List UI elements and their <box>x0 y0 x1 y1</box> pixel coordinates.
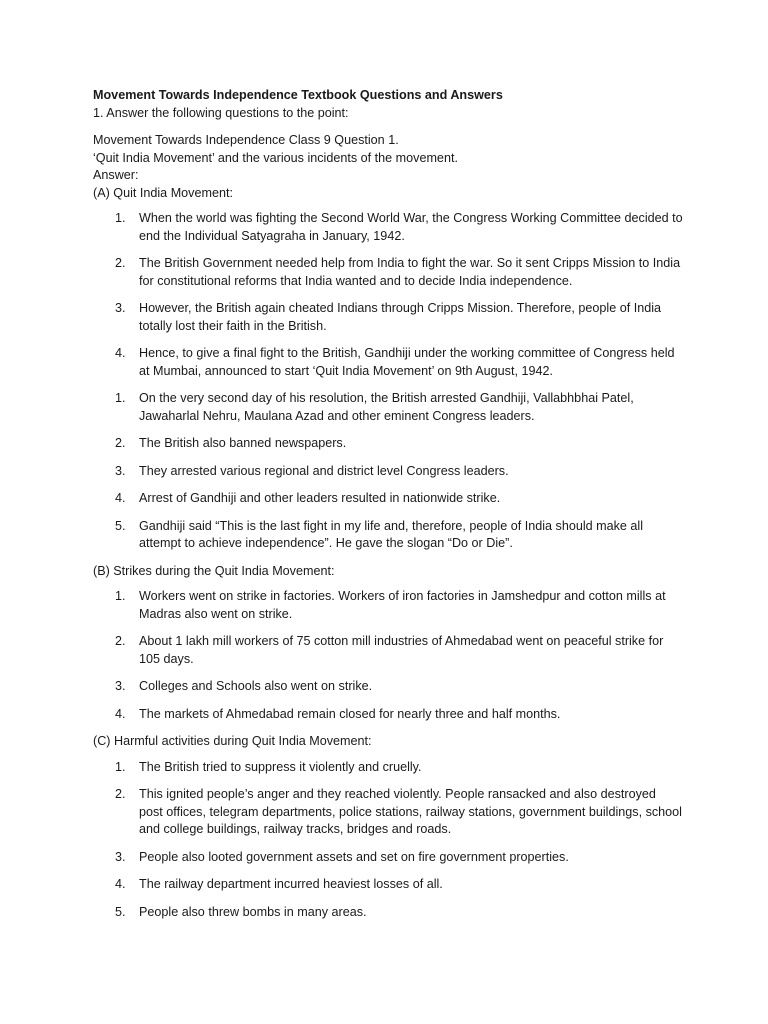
list-item-number: 2. <box>115 787 126 801</box>
list-item-text: About 1 lakh mill workers of 75 cotton mill industries of Ahmedabad went on peaceful strike for 105 days. <box>139 634 664 666</box>
list-item-text: The British tried to suppress it violently and cruelly. <box>139 759 422 774</box>
list-item-text: People also looted government assets and set on fire government properties. <box>139 849 569 864</box>
section-heading: (C) Harmful activities during Quit India Movement: <box>93 734 372 748</box>
list-item-text: Workers went on strike in factories. Workers of iron factories in Jamshedpur and cotton mills at Madras also went on strike. <box>139 589 666 621</box>
list-item-text: The British Government needed help from India to fight the war. So it sent Cripps Mission to India for constitutional reforms that India wanted and to decide India independence. <box>139 256 681 288</box>
document-title: Movement Towards Independence Textbook Questions and Answers <box>93 88 503 102</box>
list-item <box>93 463 683 481</box>
numbered-list <box>93 210 683 553</box>
list-item-number: 5. <box>115 518 126 533</box>
list-item-text: Hence, to give a final fight to the British, Gandhiji under the working committee of Congress held at Mumbai, announced to start ‘Quit India Movement’ on 9th August, 1942. <box>139 346 675 378</box>
list-item-number: 4. <box>115 877 126 891</box>
list-item-text: Colleges and Schools also went on strike. <box>139 679 373 693</box>
list-item-number: 3. <box>115 301 126 315</box>
list-item <box>93 876 683 894</box>
list-item-text: This ignited people’s anger and they reached violently. People ransacked and also destroyed post offices, telegram departments, police stations, railway stations, government buildings, school and college buildings, railway tracks, bridges and roads. <box>139 787 682 836</box>
list-item-text: On the very second day of his resolution, the British arrested Gandhiji, Vallabhbhai Patel, Jawaharlal Nehru, Maulana Azad and other eminent Congress leaders. <box>139 391 634 423</box>
list-item-text: They arrested various regional and district level Congress leaders. <box>139 463 509 478</box>
list-item <box>93 390 683 425</box>
section-heading: (B) Strikes during the Quit India Movement: <box>93 563 335 578</box>
list-item <box>93 904 683 922</box>
list-item-text: The markets of Ahmedabad remain closed for nearly three and half months. <box>139 706 561 721</box>
question-intro: 1. Answer the following questions to the point: <box>93 105 349 120</box>
list-item-number: 1. <box>115 211 126 225</box>
list-item-number: 2. <box>115 634 126 648</box>
list-item <box>93 345 683 380</box>
list-item <box>93 588 683 623</box>
list-item <box>93 633 683 668</box>
list-item <box>93 849 683 867</box>
list-item-text: When the world was fighting the Second World War, the Congress Working Committee decided to end the Individual Satyagraha in January, 1942. <box>139 211 683 243</box>
list-item-text: However, the British again cheated Indians through Cripps Mission. Therefore, people of India totally lost their faith in the British. <box>139 301 662 333</box>
list-item-number: 4. <box>115 346 126 360</box>
list-item-number: 2. <box>115 436 126 450</box>
list-item-number: 3. <box>115 463 126 478</box>
numbered-list <box>93 588 683 723</box>
list-item-text: People also threw bombs in many areas. <box>139 904 367 919</box>
answer-sections <box>93 185 683 922</box>
answer-label: Answer: <box>93 168 139 182</box>
list-item <box>93 706 683 724</box>
list-item-text: The railway department incurred heaviest losses of all. <box>139 877 443 891</box>
list-item <box>93 300 683 335</box>
list-item-number: 1. <box>115 589 126 603</box>
list-item-text: Gandhiji said “This is the last fight in my life and, therefore, people of India should make all attempt to achieve independence”. He gave the slogan “Do or Die”. <box>139 518 644 550</box>
list-item-number: 1. <box>115 391 126 405</box>
question-text: ‘Quit India Movement’ and the various incidents of the movement. <box>93 150 458 165</box>
list-item <box>93 210 683 245</box>
list-item-number: 3. <box>115 849 126 864</box>
list-item-text: The British also banned newspapers. <box>139 436 347 450</box>
list-item <box>93 759 683 777</box>
list-item <box>93 490 683 508</box>
list-item-number: 4. <box>115 706 126 721</box>
list-item-number: 2. <box>115 256 126 270</box>
numbered-list <box>93 759 683 922</box>
document-content <box>93 87 683 931</box>
list-item <box>93 786 683 839</box>
list-item-number: 3. <box>115 679 126 693</box>
list-item <box>93 518 683 553</box>
list-item <box>93 435 683 453</box>
section-heading: (A) Quit India Movement: <box>93 185 233 200</box>
list-item-number: 1. <box>115 759 126 774</box>
question-reference: Movement Towards Independence Class 9 Question 1. <box>93 133 399 147</box>
list-item-text: Arrest of Gandhiji and other leaders resulted in nationwide strike. <box>139 491 501 505</box>
list-item-number: 4. <box>115 491 126 505</box>
list-item <box>93 678 683 696</box>
list-item <box>93 255 683 290</box>
list-item-number: 5. <box>115 904 126 919</box>
